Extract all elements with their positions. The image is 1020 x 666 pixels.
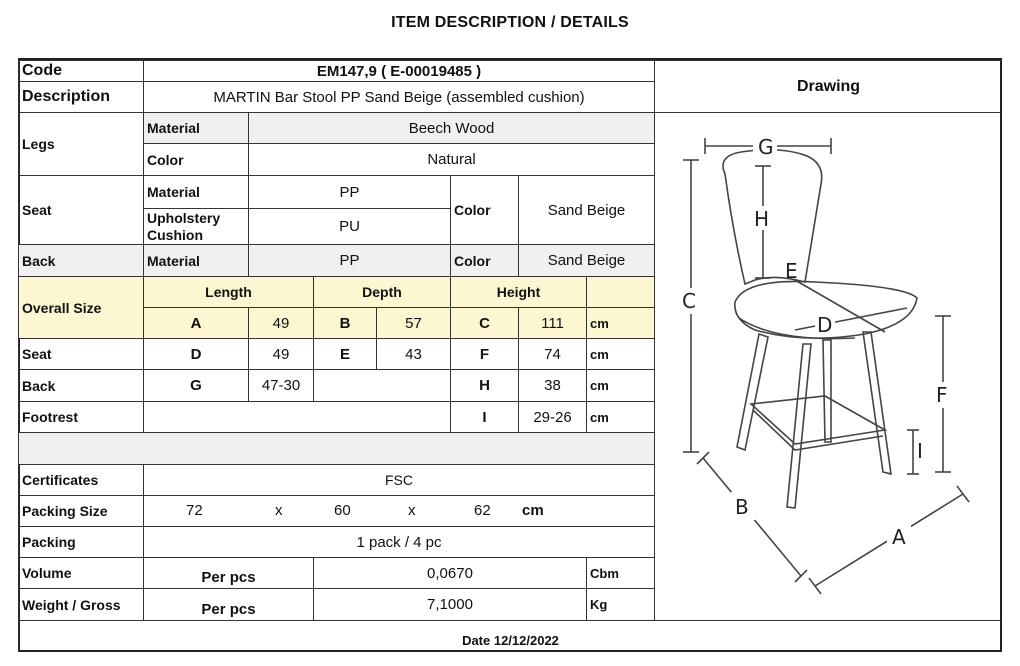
spacer-row bbox=[18, 432, 654, 464]
height-header: Height bbox=[450, 276, 586, 307]
leg-back bbox=[823, 340, 831, 442]
volume-unit: Cbm bbox=[586, 557, 654, 588]
packing-length: 72 bbox=[186, 502, 203, 519]
back-material-label: Material bbox=[143, 244, 248, 276]
weight-label: Weight / Gross bbox=[18, 588, 143, 620]
back-dims-label: Back bbox=[18, 369, 143, 401]
date-footer: Date 12/12/2022 bbox=[18, 620, 1002, 652]
legs-label: Legs bbox=[18, 112, 143, 175]
description-label: Description bbox=[18, 81, 143, 112]
packing-label: Packing bbox=[18, 526, 143, 557]
stool-drawing-svg bbox=[655, 112, 1002, 620]
dim-g-value: 47-30 bbox=[248, 369, 313, 401]
back-color-label: Color bbox=[450, 244, 518, 276]
seat-color-label: Color bbox=[450, 175, 518, 244]
footrest-inner bbox=[753, 410, 883, 450]
volume-per: Per pcs bbox=[143, 557, 313, 588]
volume-label: Volume bbox=[18, 557, 143, 588]
dim-a-value: 49 bbox=[248, 307, 313, 338]
back-color-value: Sand Beige bbox=[518, 244, 654, 276]
dim-d-letter: D bbox=[143, 338, 248, 369]
packing-width: 60 bbox=[334, 502, 351, 519]
weight-value: 7,1000 bbox=[313, 588, 586, 620]
stool-drawing bbox=[655, 112, 1002, 620]
legs-material-value: Beech Wood bbox=[248, 112, 654, 143]
packing-unit: cm bbox=[522, 502, 544, 519]
dim-f-value: 74 bbox=[518, 338, 586, 369]
letter-d: D bbox=[817, 313, 833, 337]
description-value: MARTIN Bar Stool PP Sand Beige (assembled cushion) bbox=[143, 81, 654, 112]
letter-c: C bbox=[682, 289, 696, 313]
letter-a: A bbox=[892, 525, 906, 549]
upholstery-label-line1: Upholstery bbox=[147, 209, 221, 226]
dim-h-letter: H bbox=[450, 369, 518, 401]
footrest-unit: cm bbox=[586, 401, 654, 432]
dim-g-letter: G bbox=[143, 369, 248, 401]
dim-c-value: 111 bbox=[518, 307, 586, 338]
overall-unit: cm bbox=[586, 307, 654, 338]
code-value: EM147,9 ( E-00019485 ) bbox=[143, 60, 654, 81]
upholstery-label-line2: Cushion bbox=[147, 226, 203, 243]
letter-b: B bbox=[735, 495, 749, 519]
length-header: Length bbox=[143, 276, 313, 307]
packing-height: 62 bbox=[474, 502, 491, 519]
letter-f: F bbox=[936, 383, 948, 407]
seat-color-value: Sand Beige bbox=[518, 175, 654, 244]
legs-material-label: Material bbox=[143, 112, 248, 143]
dim-i-value: 29-26 bbox=[518, 401, 586, 432]
overall-header-blank bbox=[586, 276, 654, 307]
legs-color-label: Color bbox=[143, 143, 248, 175]
footrest-blank bbox=[143, 401, 450, 432]
footrest-label: Footrest bbox=[18, 401, 143, 432]
seat-upholstery-label bbox=[143, 208, 248, 244]
leg-front-right bbox=[863, 332, 891, 474]
dim-e-line bbox=[795, 280, 885, 332]
back-blank bbox=[313, 369, 450, 401]
packing-x1: x bbox=[275, 502, 283, 519]
dim-d-value: 49 bbox=[248, 338, 313, 369]
seat-unit: cm bbox=[586, 338, 654, 369]
back-label: Back bbox=[18, 244, 143, 276]
weight-unit: Kg bbox=[586, 588, 654, 620]
dim-b-letter: B bbox=[313, 307, 376, 338]
legs-color-value: Natural bbox=[248, 143, 654, 175]
dim-i-letter: I bbox=[450, 401, 518, 432]
packing-size-row bbox=[143, 495, 654, 526]
back-unit: cm bbox=[586, 369, 654, 401]
dim-a-letter: A bbox=[143, 307, 248, 338]
letter-i: I bbox=[917, 439, 923, 463]
dim-e-letter: E bbox=[313, 338, 376, 369]
certificates-value: FSC bbox=[143, 464, 654, 495]
back-material-value: PP bbox=[248, 244, 450, 276]
depth-header: Depth bbox=[313, 276, 450, 307]
leg-front-left bbox=[737, 334, 768, 450]
dim-f-letter: F bbox=[450, 338, 518, 369]
certificates-label: Certificates bbox=[18, 464, 143, 495]
weight-per: Per pcs bbox=[143, 588, 313, 620]
packing-value: 1 pack / 4 pc bbox=[143, 526, 654, 557]
dim-b-value: 57 bbox=[376, 307, 450, 338]
seat-material-label: Material bbox=[143, 175, 248, 208]
seat-label: Seat bbox=[18, 175, 143, 244]
seat-upholstery-value: PU bbox=[248, 208, 450, 244]
letter-g: G bbox=[758, 135, 774, 159]
letter-e: E bbox=[785, 259, 798, 283]
drawing-label: Drawing bbox=[654, 60, 1002, 112]
footrest-ring bbox=[751, 396, 885, 444]
volume-value: 0,0670 bbox=[313, 557, 586, 588]
seat-material-value: PP bbox=[248, 175, 450, 208]
letter-h: H bbox=[754, 207, 770, 231]
packing-size-label: Packing Size bbox=[18, 495, 143, 526]
dim-c-letter: C bbox=[450, 307, 518, 338]
overall-size-label: Overall Size bbox=[18, 276, 143, 338]
leg-front-center bbox=[787, 344, 811, 508]
dim-e-value: 43 bbox=[376, 338, 450, 369]
packing-x2: x bbox=[408, 502, 416, 519]
page-title: ITEM DESCRIPTION / DETAILS bbox=[391, 14, 629, 31]
seat-dims-label: Seat bbox=[18, 338, 143, 369]
code-label: Code bbox=[18, 60, 143, 81]
dim-h-value: 38 bbox=[518, 369, 586, 401]
